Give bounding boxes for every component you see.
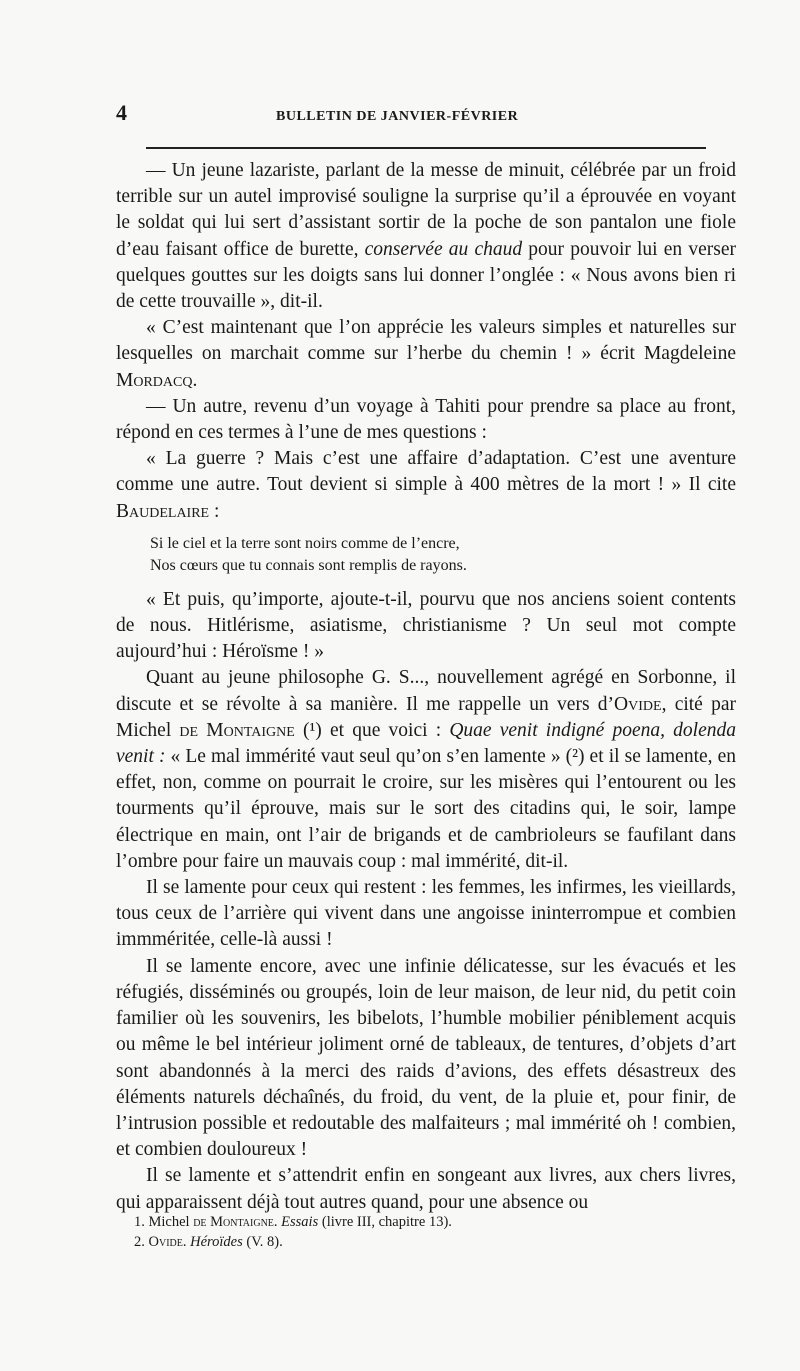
document-page xyxy=(116,100,737,1250)
footnote-2: 2. Ovide. Héroïdes (V. 8). xyxy=(134,1234,283,1250)
running-title: BULLETIN DE JANVIER-FÉVRIER xyxy=(276,109,519,124)
verse-line-2: Nos cœurs que tu connais sont remplis de rayons. xyxy=(150,556,467,574)
paragraph-8: Il se lamente encore, avec une infinie délicatesse, sur les évacués et les réfugiés, disséminés ou groupés, loin de leur maison, de leur nid, du petit coin familier où les souvenirs, les bibelots, l’humble mobilier péniblement acquis ou même le bel intérieur joliment orné de tableaux, de tentures, d’objets d’art sont abandonnés à la merci des raids d’avions, des effets désastreux des éléments naturels déchaînés, du froid, du vent, de la pluie et, pour finir, de l’intrusion possible et redoutable des malfaiteurs ; mal immérité oh ! combien, et combien douloureux ! xyxy=(116,955,736,1161)
page-number: 4 xyxy=(116,100,127,125)
body-text xyxy=(116,158,736,1216)
verse-quote xyxy=(150,533,736,577)
paragraph-6: Quant au jeune philosophe G. S..., nouvellement agrégé en Sorbonne, il discute et se révolte à sa manière. Il me rappelle un vers d’Ovide, cité par Michel de Montaigne (¹) et que voici : Quae venit indigné poena, dolenda venit : « Le mal immérité vaut seul qu’on s’en lamente » (²) et il se lamente, en effet, non, comme on pourrait le croire, sur les misères qui l’entourent ou les tourments qu’il éprouve, mais sur le sort des citadins qui, le soir, lampe électrique en main, ont l’air de brigands et de cambrioleurs se faufilant dans l’ombre pour faire un mauvais coup : mal immérité, dit-il. xyxy=(116,667,737,872)
paragraph-5: « Et puis, qu’importe, ajoute-t-il, pourvu que nos anciens soient contents de nous. Hitlérisme, asiatisme, christianisme ? Un seul mot compte aujourd’hui : Héroïsme ! » xyxy=(116,588,736,663)
verse-line-1: Si le ciel et la terre sont noirs comme de l’encre, xyxy=(150,534,460,552)
paragraph-1: — Un jeune lazariste, parlant de la messe de minuit, célébrée par un froid terrible sur un autel improvisé souligne la surprise qu’il a éprouvée en voyant le soldat qui lui sert d’assistant sortir de la poche de son pantalon une fiole d’eau faisant office de burette, conservée au chaud pour pouvoir lui en verser quelques gouttes sur les doigts sans lui donner l’onglée : « Nous avons bien ri de cette trouvaille », dit-il. xyxy=(116,160,736,313)
paragraph-3: — Un autre, revenu d’un voyage à Tahiti pour prendre sa place au front, répond en ces termes à l’une de mes questions : xyxy=(116,395,736,444)
footnote-1: 1. Michel de Montaigne. Essais (livre III, chapitre 13). xyxy=(134,1214,452,1230)
header-rule xyxy=(146,147,706,149)
paragraph-7: Il se lamente pour ceux qui restent : les femmes, les infirmes, les vieillards, tous ceux de l’arrière qui vivent dans une angoisse ininterrompue et combien immméritée, celle-là aussi ! xyxy=(116,877,736,951)
paragraph-9: Il se lamente et s’attendrit enfin en songeant aux livres, aux chers livres, qui apparaissent déjà tout autres quand, pour une absence ou xyxy=(116,1165,736,1213)
footnotes xyxy=(116,1212,736,1252)
paragraph-4: « La guerre ? Mais c’est une affaire d’adaptation. C’est une aventure comme une autre. Tout devient si simple à 400 mètres de la mort ! » Il cite Baudelaire : xyxy=(116,448,736,522)
page-header xyxy=(116,100,736,130)
paragraph-2: « C’est maintenant que l’on apprécie les valeurs simples et naturelles sur lesquelles on marchait comme sur l’herbe du chemin ! » écrit Magdeleine Mordacq. xyxy=(116,317,736,391)
